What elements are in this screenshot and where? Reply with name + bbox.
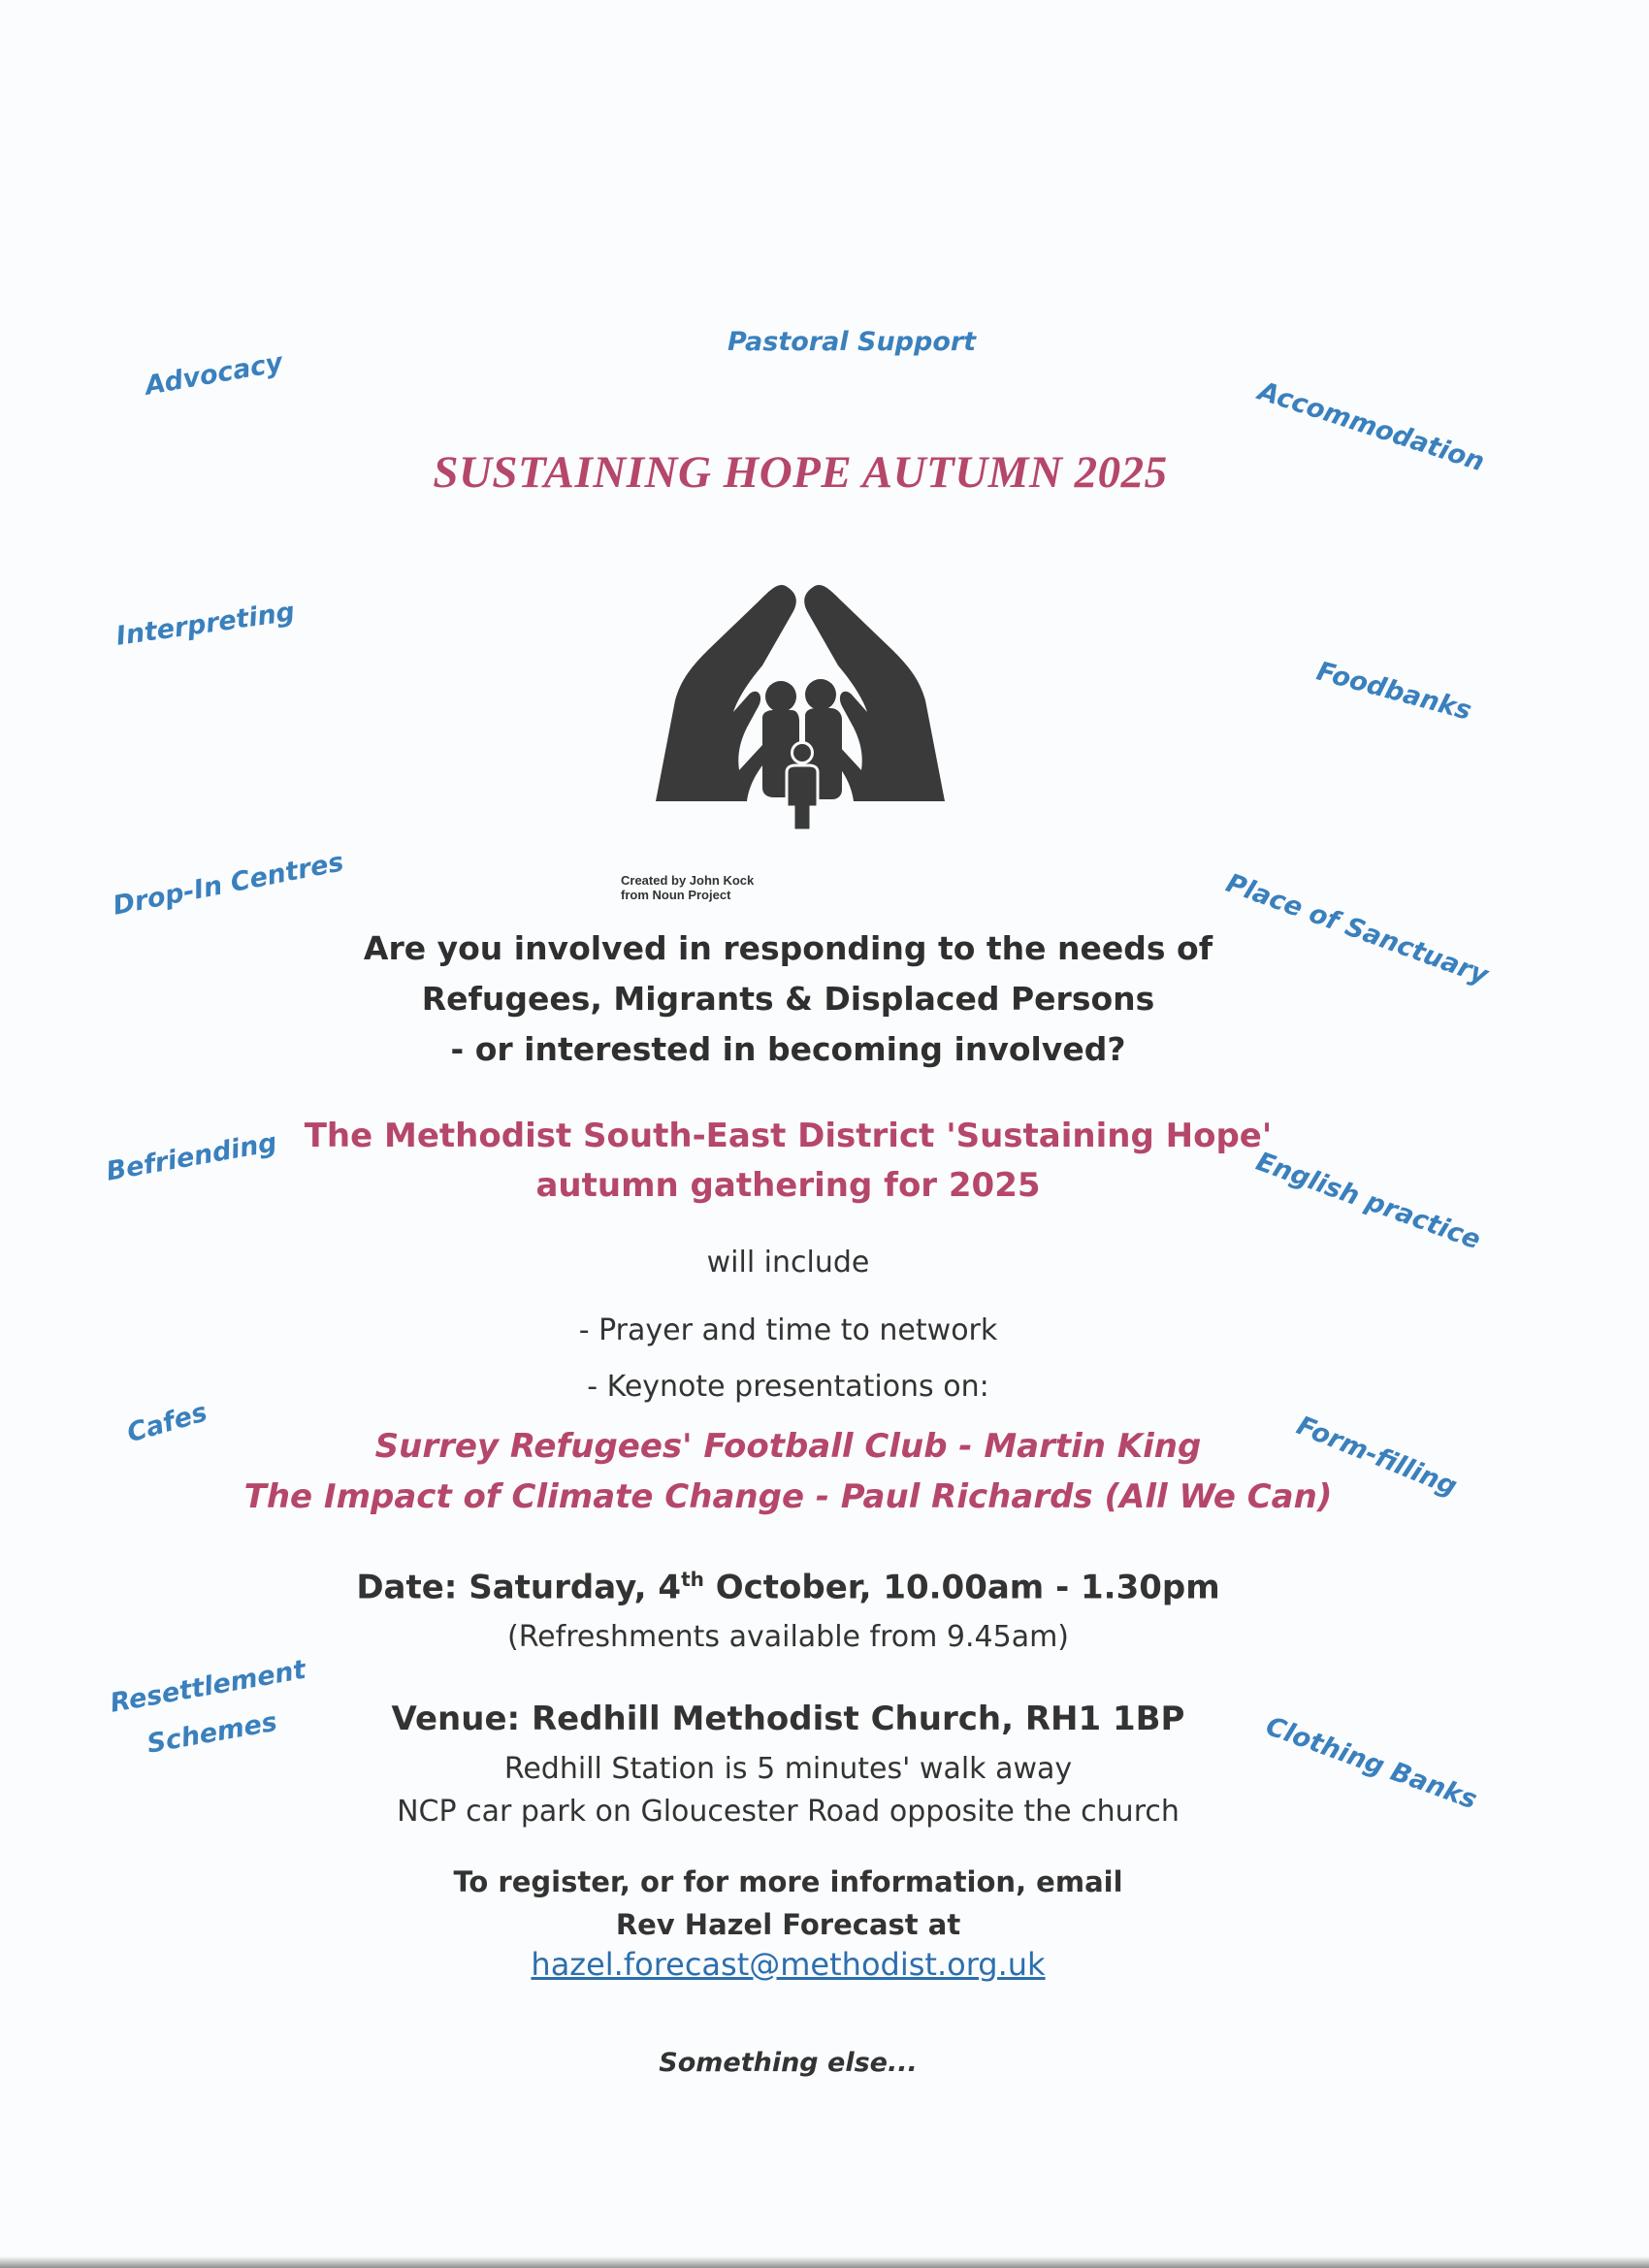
credit-line-2: from Noun Project xyxy=(621,888,731,902)
register-line-1: To register, or for more information, email xyxy=(453,1865,1123,1898)
district-line-2: autumn gathering for 2025 xyxy=(535,1166,1041,1205)
sheltering-hands-family-icon xyxy=(650,582,951,834)
tag-advocacy: Advocacy xyxy=(143,347,285,402)
tag-foodbanks: Foodbanks xyxy=(1313,656,1475,727)
tag-clothing-banks: Clothing Banks xyxy=(1261,1710,1481,1816)
program-item-prayer: - Prayer and time to network xyxy=(578,1313,998,1347)
logo-credit xyxy=(621,873,754,902)
tag-befriending: Befriending xyxy=(104,1127,279,1187)
register-block xyxy=(0,1861,1576,1946)
date-suffix-sup: th xyxy=(681,1568,704,1591)
scan-edge xyxy=(0,2256,1649,2268)
venue-parking: NCP car park on Gloucester Road opposite the church xyxy=(397,1795,1180,1829)
register-email-link[interactable]: hazel.forecast@methodist.org.uk xyxy=(531,1946,1046,1983)
register-line-2: Rev Hazel Forecast at xyxy=(615,1908,961,1941)
tag-schemes: Schemes xyxy=(145,1706,280,1760)
question-block xyxy=(0,923,1576,1075)
event-date xyxy=(0,1568,1576,1606)
question-line-2: Refugees, Migrants & Displaced Persons xyxy=(421,980,1155,1018)
tag-something-else: Something else... xyxy=(659,2048,918,2078)
district-line-1: The Methodist South-East District 'Sustaining Hope' xyxy=(304,1117,1273,1155)
page-title: SUSTAINING HOPE AUTUMN 2025 xyxy=(433,447,1168,498)
tag-form-filling: Form-filling xyxy=(1292,1410,1462,1503)
keynote-list xyxy=(0,1421,1576,1522)
keynote-2: The Impact of Climate Change - Paul Richards (All We Can) xyxy=(243,1477,1333,1516)
register-email-wrap xyxy=(0,1946,1576,1983)
date-prefix: Date: Saturday, 4 xyxy=(356,1568,682,1607)
tag-cafes: Cafes xyxy=(123,1397,211,1449)
keynote-1: Surrey Refugees' Football Club - Martin King xyxy=(374,1427,1202,1466)
credit-line-1: Created by John Kock xyxy=(621,873,755,888)
date-suffix: October, 10.00am - 1.30pm xyxy=(703,1568,1220,1607)
question-line-3: - or interested in becoming involved? xyxy=(450,1030,1126,1068)
district-heading xyxy=(0,1112,1576,1211)
tag-english-practice: English practice xyxy=(1251,1146,1485,1256)
tag-pastoral-support: Pastoral Support xyxy=(728,327,977,357)
tag-resettlement: Resettlement xyxy=(108,1654,308,1719)
tag-accommodation: Accommodation xyxy=(1254,375,1488,478)
program-item-keynote: - Keynote presentations on: xyxy=(587,1370,989,1404)
tag-interpreting: Interpreting xyxy=(113,597,297,652)
venue-station: Redhill Station is 5 minutes' walk away xyxy=(503,1752,1073,1786)
tag-drop-in-centres: Drop-In Centres xyxy=(110,847,346,922)
refreshments-note: (Refreshments available from 9.45am) xyxy=(506,1620,1070,1654)
tag-place-of-sanctuary: Place of Sanctuary xyxy=(1221,867,1493,991)
question-line-1: Are you involved in responding to the needs of xyxy=(363,929,1213,967)
venue: Venue: Redhill Methodist Church, RH1 1BP xyxy=(391,1700,1185,1738)
program-intro: will include xyxy=(706,1246,870,1280)
